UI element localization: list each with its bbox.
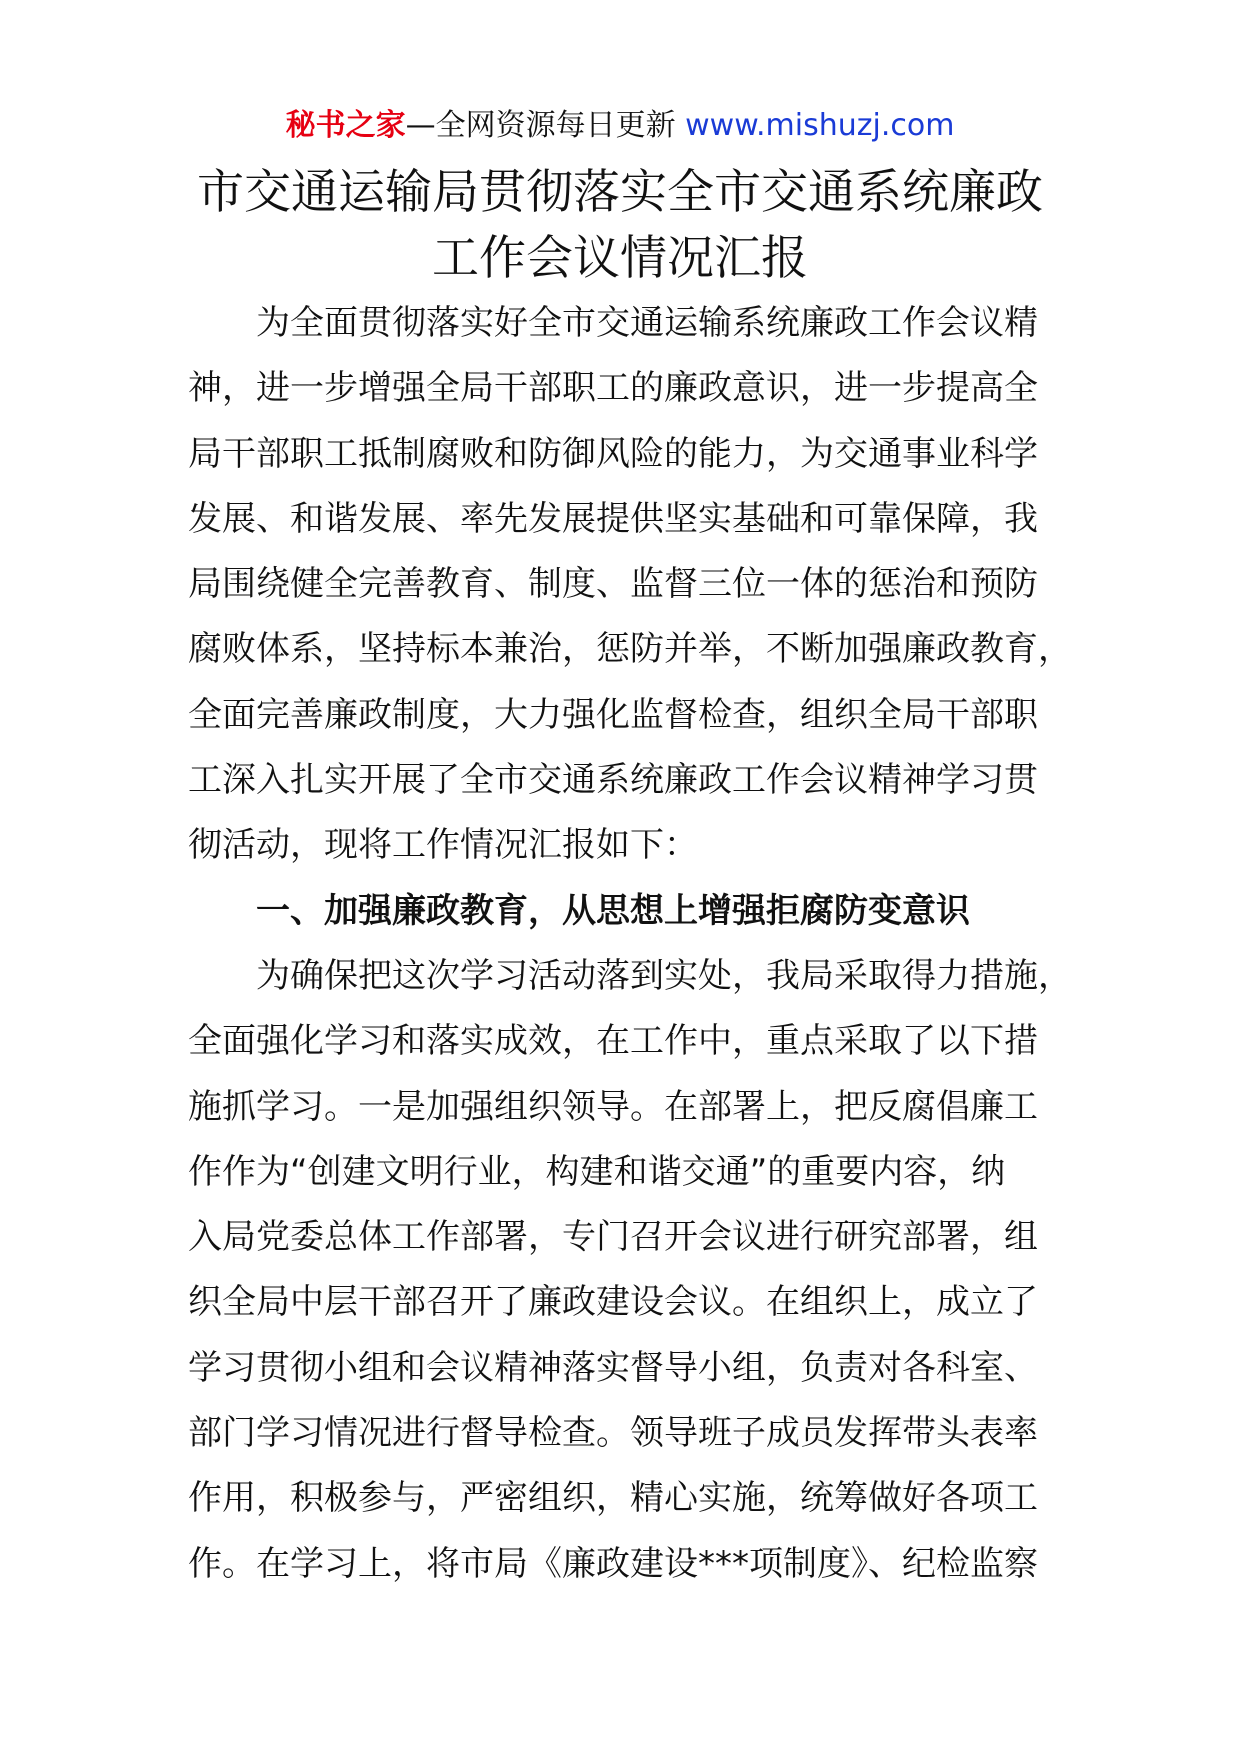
header-tagline: —全网资源每日更新	[405, 108, 676, 143]
paragraph-line: 作作为“创建文明行业，构建和谐交通”的重要内容，纳	[188, 1151, 1006, 1192]
paragraph-line: 神，进一步增强全局干部职工的廉政意识，进一步提高全	[188, 368, 1038, 409]
paragraph-line: 发展、和谐发展、率先发展提供坚实基础和可靠保障，我	[188, 498, 1038, 539]
paragraph-line: 彻活动，现将工作情况汇报如下：	[188, 825, 698, 866]
paragraph-line: 局干部职工抵制腐败和防御风险的能力，为交通事业科学	[188, 433, 1038, 474]
paragraph-line: 施抓学习。一是加强组织领导。在部署上，把反腐倡廉工	[188, 1086, 1038, 1127]
paragraph-line: 为确保把这次学习活动落到实处，我局采取得力措施，	[256, 955, 1072, 996]
paragraph-line: 局围绕健全完善教育、制度、监督三位一体的惩治和预防	[188, 564, 1038, 605]
brand-name: 秘书之家	[285, 108, 406, 143]
paragraph-line: 织全局中层干部召开了廉政建设会议。在组织上，成立了	[188, 1282, 1038, 1323]
section-heading: 一、加强廉政教育，从思想上增强拒腐防变意识	[256, 890, 970, 931]
paragraph-line: 作用，积极参与，严密组织，精心实施，统筹做好各项工	[188, 1478, 1038, 1519]
paragraph-line: 全面强化学习和落实成效，在工作中，重点采取了以下措	[188, 1021, 1038, 1062]
site-header	[0, 104, 1240, 148]
paragraph-line: 入局党委总体工作部署，专门召开会议进行研究部署，组	[188, 1217, 1038, 1258]
paragraph-line: 为全面贯彻落实好全市交通运输系统廉政工作会议精	[256, 303, 1038, 343]
paragraph-line: 学习贯彻小组和会议精神落实督导小组，负责对各科室、	[188, 1347, 1038, 1388]
site-url-link[interactable]: www.mishuzj.com	[685, 108, 955, 143]
paragraph-line: 腐败体系，坚持标本兼治，惩防并举，不断加强廉政教育，	[188, 629, 1072, 670]
document-title-line-1: 市交通运输局贯彻落实全市交通系统廉政	[197, 165, 1043, 220]
document-title-line-2: 工作会议情况汇报	[432, 231, 808, 286]
paragraph-line: 工深入扎实开展了全市交通系统廉政工作会议精神学习贯	[188, 760, 1038, 801]
document-body	[188, 291, 1072, 1597]
paragraph-line: 部门学习情况进行督导检查。领导班子成员发挥带头表率	[188, 1413, 1038, 1454]
paragraph-line: 作。在学习上，将市局《廉政建设***项制度》、纪检监察	[188, 1543, 1038, 1584]
paragraph-line: 全面完善廉政制度，大力强化监督检查，组织全局干部职	[188, 694, 1038, 735]
